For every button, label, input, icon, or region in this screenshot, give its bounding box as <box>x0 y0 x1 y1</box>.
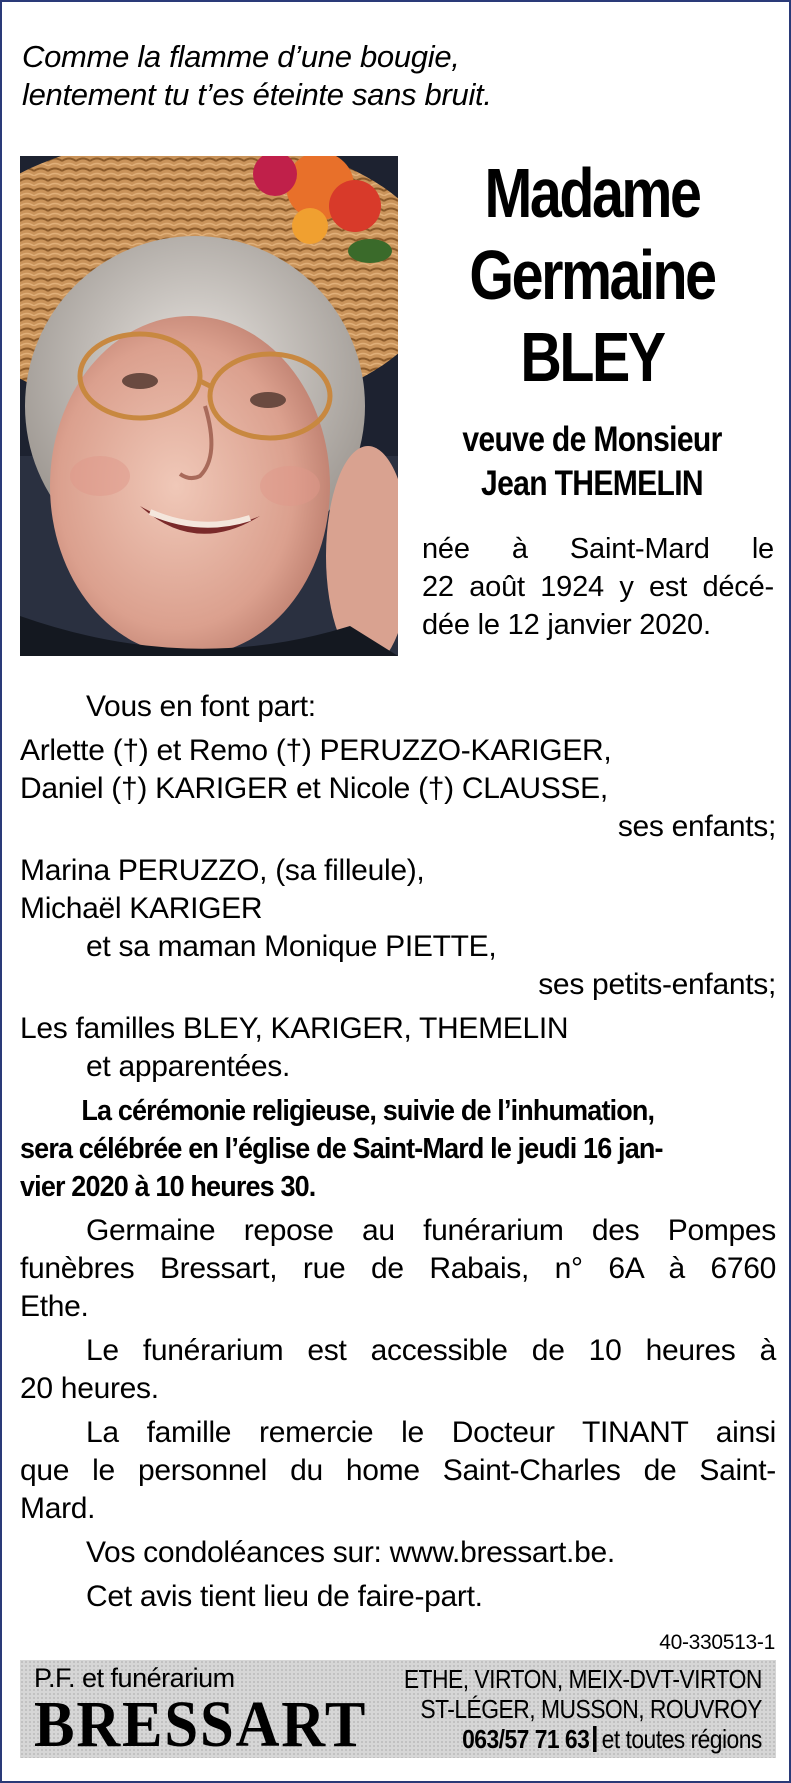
funeral-home-contact <box>355 1664 762 1754</box>
announcement-body <box>20 688 776 1616</box>
thanks-line: que le personnel du home Saint-Charles de Saint- <box>20 1454 776 1487</box>
epigraph <box>22 38 762 114</box>
thanks-line: La famille remercie le Docteur TINANT ainsi <box>86 1416 776 1449</box>
deceased-name <box>414 152 770 398</box>
portrait-photo <box>20 156 398 656</box>
families-line: Les familles BLEY, KARIGER, THEMELIN <box>20 1012 569 1045</box>
children-line: Arlette (†) et Remo (†) PERUZZO-KARIGER, <box>20 734 612 767</box>
locations-line: ST-LÉGER, MUSSON, ROUVROY <box>420 1694 762 1724</box>
grandchildren-line: et sa maman Monique PIETTE, <box>86 930 497 963</box>
portrait-illustration <box>20 156 398 656</box>
access-line: 20 heures. <box>20 1372 159 1405</box>
epigraph-line: Comme la flamme d’une bougie, <box>22 39 460 74</box>
locations-line: ETHE, VIRTON, MEIX-DVT-VIRTON <box>403 1664 762 1694</box>
birth-death-info <box>422 530 774 644</box>
thanks-line: Mard. <box>20 1492 96 1525</box>
condolences-line: Vos condoléances sur: www.bressart.be. <box>86 1536 615 1569</box>
funeral-home-brand <box>34 1662 374 1761</box>
intro-line: Vous en font part: <box>86 690 316 723</box>
birth-line: dée le 12 janvier 2020. <box>422 609 711 641</box>
epigraph-line: lentement tu t’es éteinte sans bruit. <box>22 77 492 112</box>
grandchildren-line: Marina PERUZZO, (sa filleule), <box>20 854 425 887</box>
brand-logo: BRESSART <box>34 1688 368 1761</box>
ceremony-line: vier 2020 à 10 heures 30. <box>20 1171 316 1203</box>
access-line: Le funérarium est accessible de 10 heures à <box>86 1334 776 1367</box>
widow-line: Jean THEMELIN <box>481 464 703 503</box>
widow-line: veuve de Monsieur <box>462 420 722 459</box>
children-line: Daniel (†) KARIGER et Nicole (†) CLAUSSE, <box>20 772 608 805</box>
children-label: ses enfants; <box>617 810 776 843</box>
contact-line <box>404 1724 762 1754</box>
brand-subtitle: P.F. et funérarium <box>34 1663 235 1693</box>
birth-line: 22 août 1924 y est décé- <box>422 571 774 603</box>
grandchildren-label: ses petits-enfants; <box>538 968 776 1001</box>
ceremony-paragraph <box>20 1092 776 1206</box>
ceremony-line: La cérémonie religieuse, suivie de l’inhumation, <box>81 1095 655 1127</box>
grandchildren-line: Michaël KARIGER <box>20 892 263 925</box>
birth-line: née à Saint-Mard le <box>422 533 774 565</box>
ceremony-line: sera célébrée en l’église de Saint-Mard le jeudi 16 jan- <box>20 1133 663 1165</box>
widow-of <box>414 418 770 506</box>
last-name: BLEY <box>520 318 664 396</box>
rest-line: Ethe. <box>20 1290 89 1323</box>
funeral-home-footer <box>20 1660 776 1761</box>
regions-text: et toutes régions <box>601 1724 762 1754</box>
families-line: et apparentées. <box>86 1050 290 1083</box>
separator-bar <box>593 1726 597 1752</box>
phone-number: 063/57 71 63 <box>462 1724 590 1754</box>
name-title: Madame <box>484 154 700 232</box>
first-name: Germaine <box>469 236 715 314</box>
rest-line: funèbres Bressart, rue de Rabais, n° 6A à 6760 <box>20 1252 776 1285</box>
rest-line: Germaine repose au funérarium des Pompes <box>86 1214 776 1247</box>
reference-number: 40-330513-1 <box>659 1631 775 1654</box>
notice-line: Cet avis tient lieu de faire-part. <box>86 1580 483 1613</box>
